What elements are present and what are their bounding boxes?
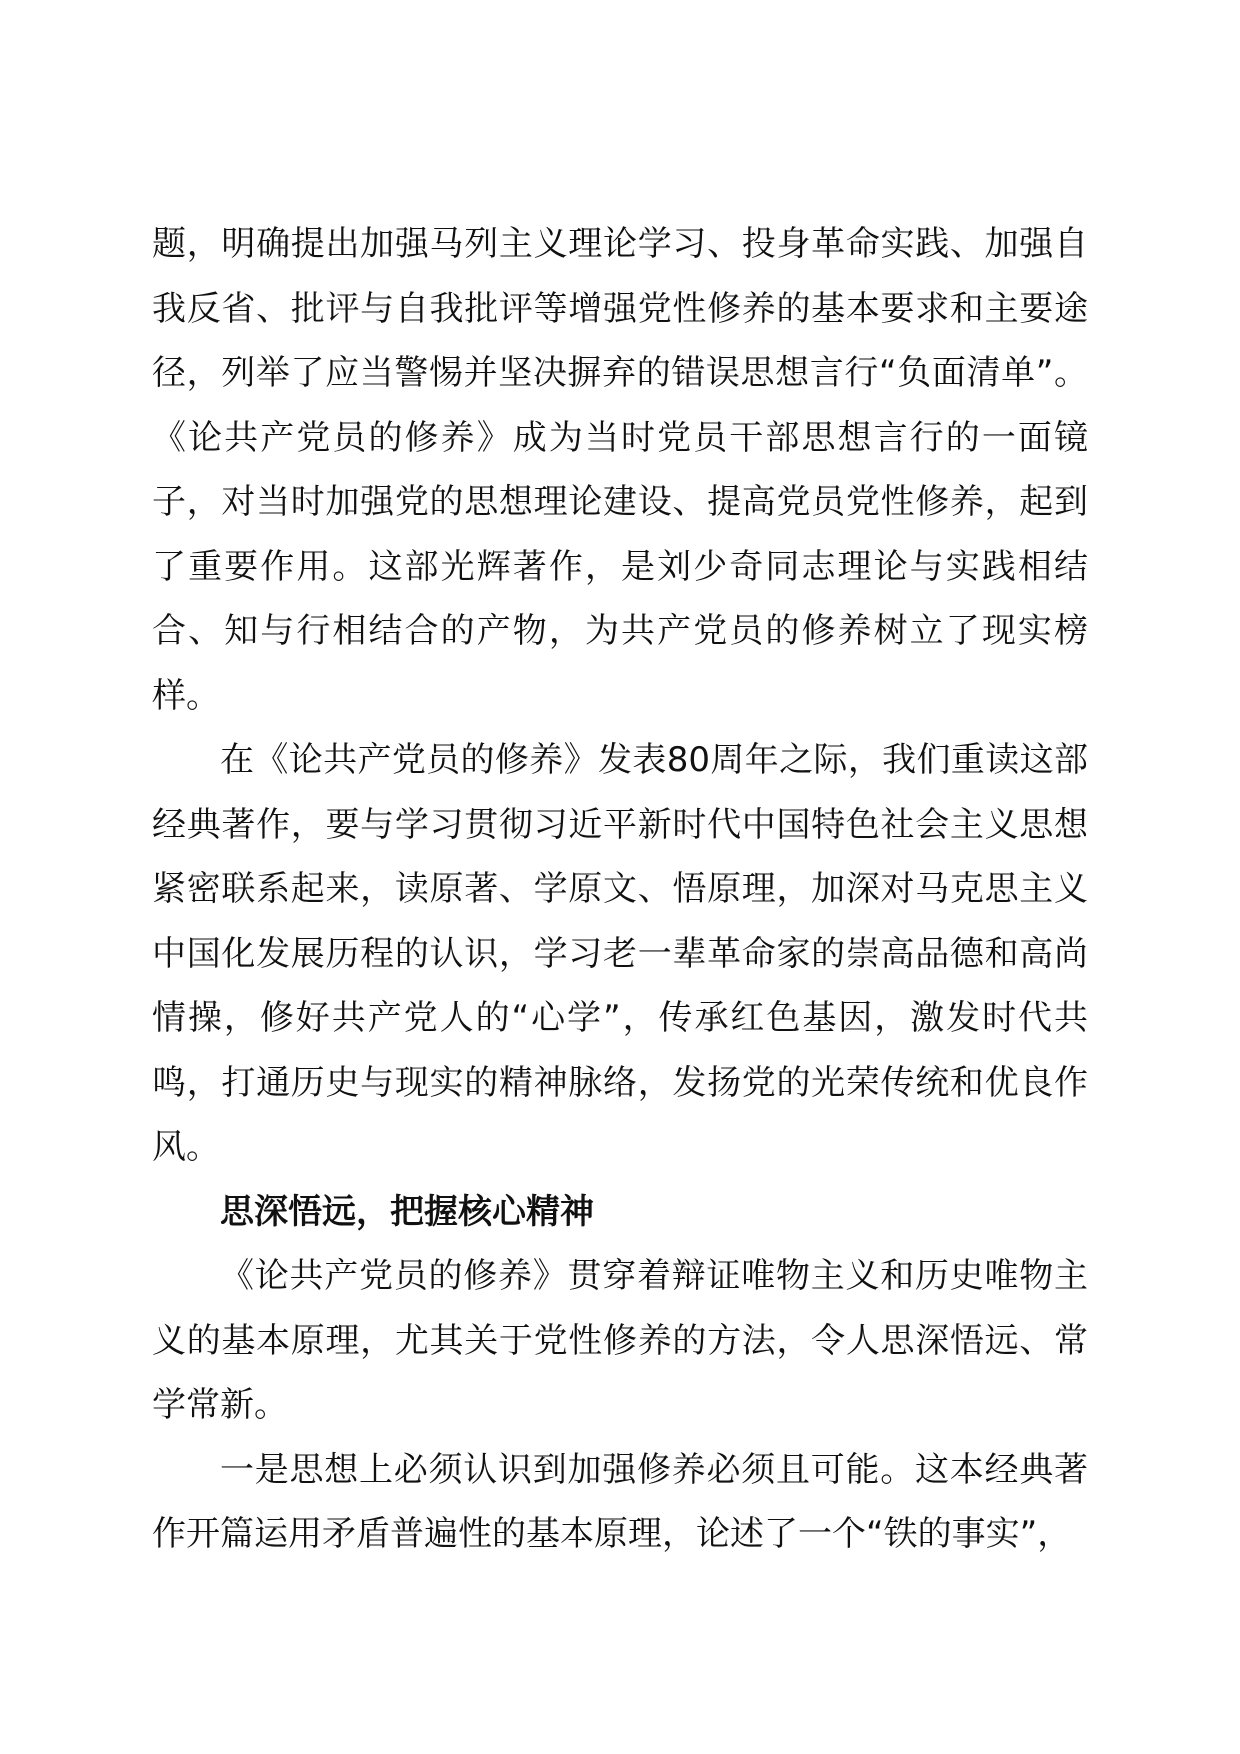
- paragraph-point-one: 一是思想上必须认识到加强修养必须且可能。这本经典著作开篇运用矛盾普遍性的基本原理，论述了一个“铁的事实”，: [152, 1449, 1088, 1554]
- paragraph-continuation: 题，明确提出加强马列主义理论学习、投身革命实践、加强自我反省、批评与自我批评等增强党性修养的基本要求和主要途径，列举了应当警惕并坚决摒弃的错误思想言行“负面清单”。《论共产党员的修养》成为当时党员干部思想言行的一面镜子，对当时加强党的思想理论建设、提高党员党性修养，起到了重要作用。这部光辉著作，是刘少奇同志理论与实践相结合、知与行相结合的产物，为共产党员的修养树立了现实榜样。: [152, 224, 1088, 716]
- article-body: [152, 212, 1088, 1567]
- section-heading: 思深悟远，把握核心精神: [220, 1191, 594, 1232]
- paragraph-principles: 《论共产党员的修养》贯穿着辩证唯物主义和历史唯物主义的基本原理，尤其关于党性修养的方法，令人思深悟远、常学常新。: [152, 1256, 1088, 1425]
- paragraph-anniversary: 在《论共产党员的修养》发表80周年之际，我们重读这部经典著作，要与学习贯彻习近平新时代中国特色社会主义思想紧密联系起来，读原著、学原文、悟原理，加深对马克思主义中国化发展历程的认识，学习老一辈革命家的崇高品德和高尚情操，修好共产党人的“心学”，传承红色基因，激发时代共鸣，打通历史与现实的精神脉络，发扬党的光荣传统和优良作风。: [152, 740, 1088, 1167]
